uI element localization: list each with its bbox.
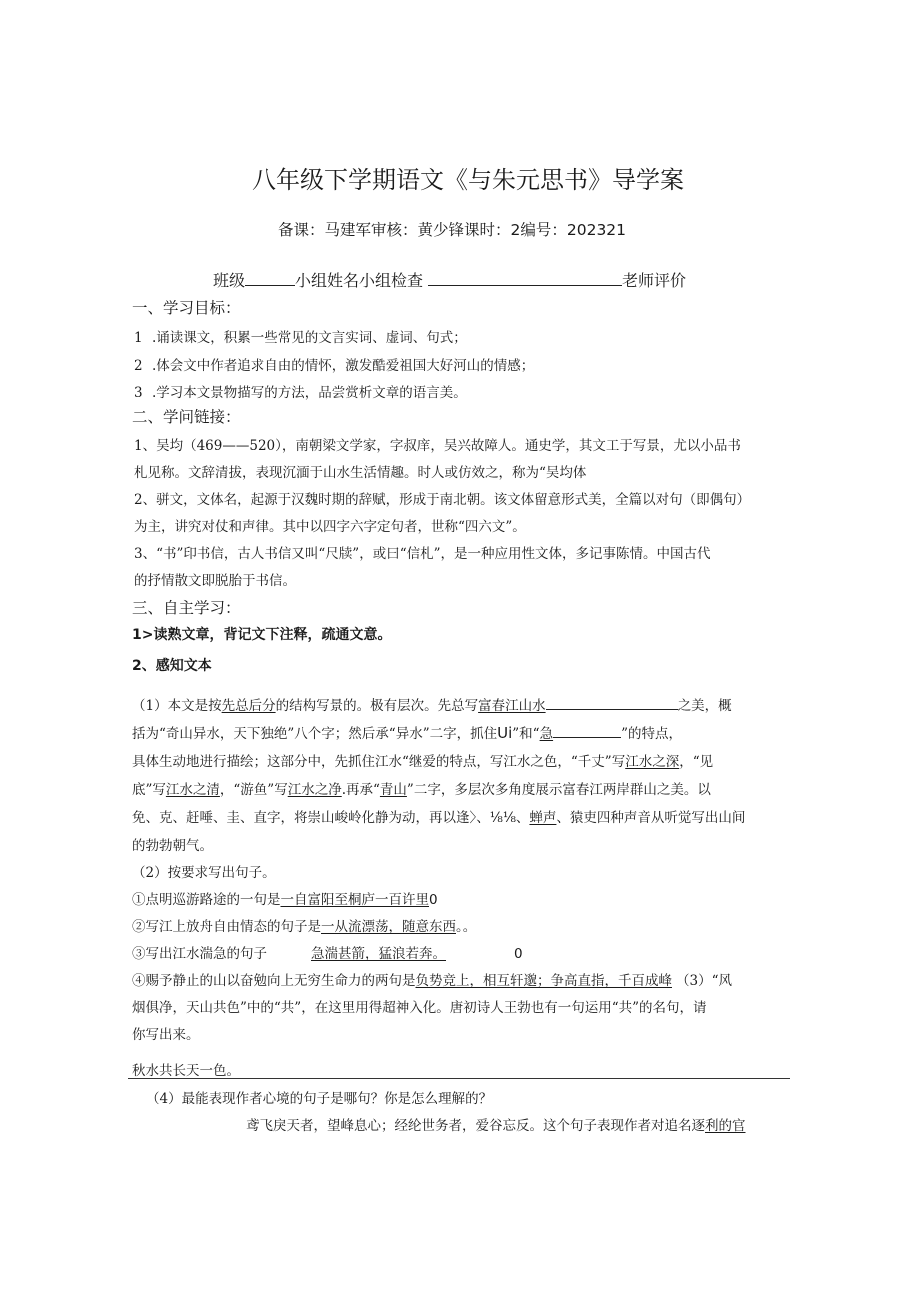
- section-heading-self-study: 三、自主学习：: [132, 599, 241, 617]
- class-label: 班级: [213, 271, 246, 290]
- answer-rapids: 急湍甚箭，猛浪若奔。: [311, 946, 446, 962]
- knowledge-paragraph-line: 为主，讲究对仗和声律。其中以四字六字定句者，世称“四六文”。: [134, 519, 526, 535]
- group-check-label: 小组姓名小组检查: [295, 271, 424, 290]
- question-4-heading: （4）最能表现作者心境的句子是哪句？你是怎么理解的？: [146, 1091, 493, 1107]
- question-1-line: 的勃勃朝气。: [132, 838, 213, 854]
- answer-clear: 江水之清: [165, 782, 220, 798]
- answer-route: 一自富阳至桐庐一百许里: [280, 892, 429, 908]
- answer-swift: 急: [539, 726, 554, 742]
- knowledge-paragraph-line: 2、骈文，文体名，起源于汉魏时期的辞赋，形成于南北朝。该文体留意形式美，全篇以对句（即偶句）: [134, 492, 751, 508]
- question-1-line: 底”写江水之清，“游鱼”写江水之净.再承“青山”二字，多层次多角度展示富春江两岸群山之美。以: [132, 782, 711, 798]
- knowledge-paragraph-line: 的抒情散文即脱胎于书信。: [134, 573, 296, 589]
- study-step-1: 1>读熟文章，背记文下注释，疏通文意。: [132, 627, 392, 643]
- answer-peaks: 负势竞上，相互轩邈；争高直指，千百成峰: [415, 973, 672, 989]
- goal-item: 2 .体会文中作者追求自由的情怀，激发酷爱祖国大好河山的情感；: [134, 358, 535, 374]
- check-blank: [428, 271, 622, 286]
- divider: [128, 1078, 790, 1079]
- teacher-eval-label: 老师评价: [622, 271, 687, 290]
- question-1-line: （1）本文是按先总后分的结构写景的。极有层次。先总写富春江山水 之美，概: [132, 694, 732, 714]
- knowledge-paragraph-line: 札见称。文辞清拔，表现沉湎于山水生活情趣。时人或仿效之，称为“吴均体: [134, 465, 587, 481]
- answer-cicada: 蝉声: [529, 810, 557, 826]
- knowledge-paragraph-line: 3、“书”印书信，古人书信又叫“尺牍”，或曰“信札”，是一种应用性文体，多记事陈情。中国古代: [134, 546, 711, 562]
- question-2b: ②写江上放舟自由情态的句子是一从流漂荡，随意东西。。: [132, 919, 477, 935]
- answer-pure: 江水之净: [287, 782, 342, 798]
- section-heading-knowledge: 二、学问链接：: [132, 408, 241, 426]
- question-2d: ④赐予静止的山以奋勉向上无穷生命力的两句是负势竞上，相互轩邈；争高直指，千百成峰 （3）“风: [132, 973, 732, 989]
- knowledge-paragraph-line: 1、吴均（469——520），南朝梁文学家，字叔庠，吴兴故障人。通史学，其文工于写景，尤以小品书: [134, 438, 741, 454]
- answer-mountain: 青山: [379, 782, 407, 798]
- question-2a: ①点明巡游路途的一句是一自富阳至桐庐一百许里0: [132, 892, 438, 908]
- goal-item: 3 .学习本文景物描写的方法，品尝赏析文章的语言美。: [134, 385, 467, 401]
- page-title: 八年级下学期语文《与朱元思书》导学案: [252, 166, 684, 194]
- goal-item: 1 .诵读课文，积累一些常见的文言实词、虚词、句式；: [134, 330, 467, 346]
- question-2-heading: （2）按要求写出句子。: [132, 865, 276, 881]
- answer-structure: 先总后分: [221, 698, 276, 714]
- answer-3: 秋水共长天一色。: [132, 1063, 240, 1079]
- answer-depth: 江水之深: [625, 754, 680, 770]
- question-2c: ③写出江水湍急的句子 急湍甚箭，猛浪若奔。 0: [132, 946, 523, 962]
- answer-drift: 一从流漂荡，随意东西: [321, 919, 456, 935]
- question-1-line: 免、克、赶唾、圭、直字，将崇山峻岭化静为动，再以逢〉、⅛⅛、蝉声、猿吏四种声音从听觉写出山间: [132, 810, 746, 826]
- question-3-line: 你写出来。: [132, 1027, 200, 1043]
- answer-scenery: 富春江山水: [478, 698, 546, 714]
- class-blank: [245, 271, 295, 286]
- study-step-2: 2、感知文本: [132, 658, 212, 674]
- question-1-line: 具体生动地进行描绘；这部分中，先抓住江水“继爱的特点，写江水之色，“千丈”写江水之深，“见: [132, 754, 714, 770]
- document-meta: 备课：马建军审核：黄少锋课时：2编号：202321: [278, 221, 627, 239]
- question-3-line: 烟俱净，天山共色”中的“共”，在这里用得超神入化。唐初诗人王勃也有一句运用“共”的名句，请: [132, 1000, 707, 1016]
- answer-4: 鸢飞戾天者，望峰息心；经纶世务者，爱谷忘反。这个句子表现作者对追名逐利的官: [246, 1118, 746, 1134]
- section-heading-goals: 一、学习目标：: [132, 299, 241, 317]
- class-info-line: [213, 268, 686, 291]
- question-1-line: 括为“奇山异水，天下独绝”八个字；然后承“异水”二字，抓住Ui”和“急 ”的特点，: [132, 724, 682, 742]
